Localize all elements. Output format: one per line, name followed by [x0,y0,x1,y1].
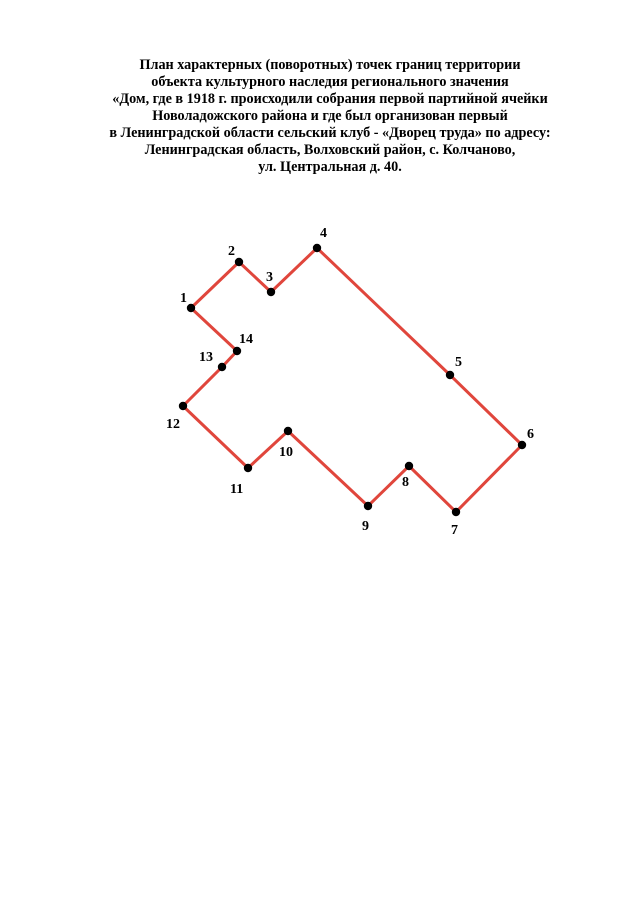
boundary-point-1 [187,304,195,312]
point-label-1: 1 [180,291,187,306]
point-label-11: 11 [230,482,244,497]
boundary-points [166,226,534,538]
title-line-4: Новоладожского района и где был организован первый [152,108,508,124]
boundary-point-11 [244,464,252,472]
point-label-9: 9 [362,519,369,534]
boundary-point-10 [284,427,292,435]
boundary-point-7 [452,508,460,516]
point-label-8: 8 [402,475,409,490]
point-label-13: 13 [199,350,213,365]
boundary-point-8 [405,462,413,470]
boundary-point-9 [364,502,372,510]
boundary-point-13 [218,363,226,371]
title-line-7: ул. Центральная д. 40. [258,159,402,175]
point-label-5: 5 [455,355,462,370]
boundary-point-3 [267,288,275,296]
title-line-3: «Дом, где в 1918 г. происходили собрания первой партийной ячейки [112,91,548,107]
point-label-7: 7 [451,523,458,538]
point-label-3: 3 [266,270,273,285]
point-label-4: 4 [320,226,327,241]
title-line-5: в Ленинградской области сельский клуб - «Дворец труда» по адресу: [109,125,551,141]
boundary-point-5 [446,371,454,379]
boundary-point-12 [179,402,187,410]
boundary-polygon [183,248,522,512]
point-label-14: 14 [239,332,253,347]
boundary-point-4 [313,244,321,252]
boundary-point-2 [235,258,243,266]
point-label-6: 6 [527,427,534,442]
boundary-point-14 [233,347,241,355]
title-line-2: объекта культурного наследия регионального значения [151,74,509,90]
point-label-12: 12 [166,417,180,432]
point-label-2: 2 [228,244,235,259]
point-label-10: 10 [279,445,293,460]
title-line-1: План характерных (поворотных) точек границ территории [139,57,521,73]
title-line-6: Ленинградская область, Волховский район, с. Колчаново, [144,142,516,158]
boundary-point-6 [518,441,526,449]
